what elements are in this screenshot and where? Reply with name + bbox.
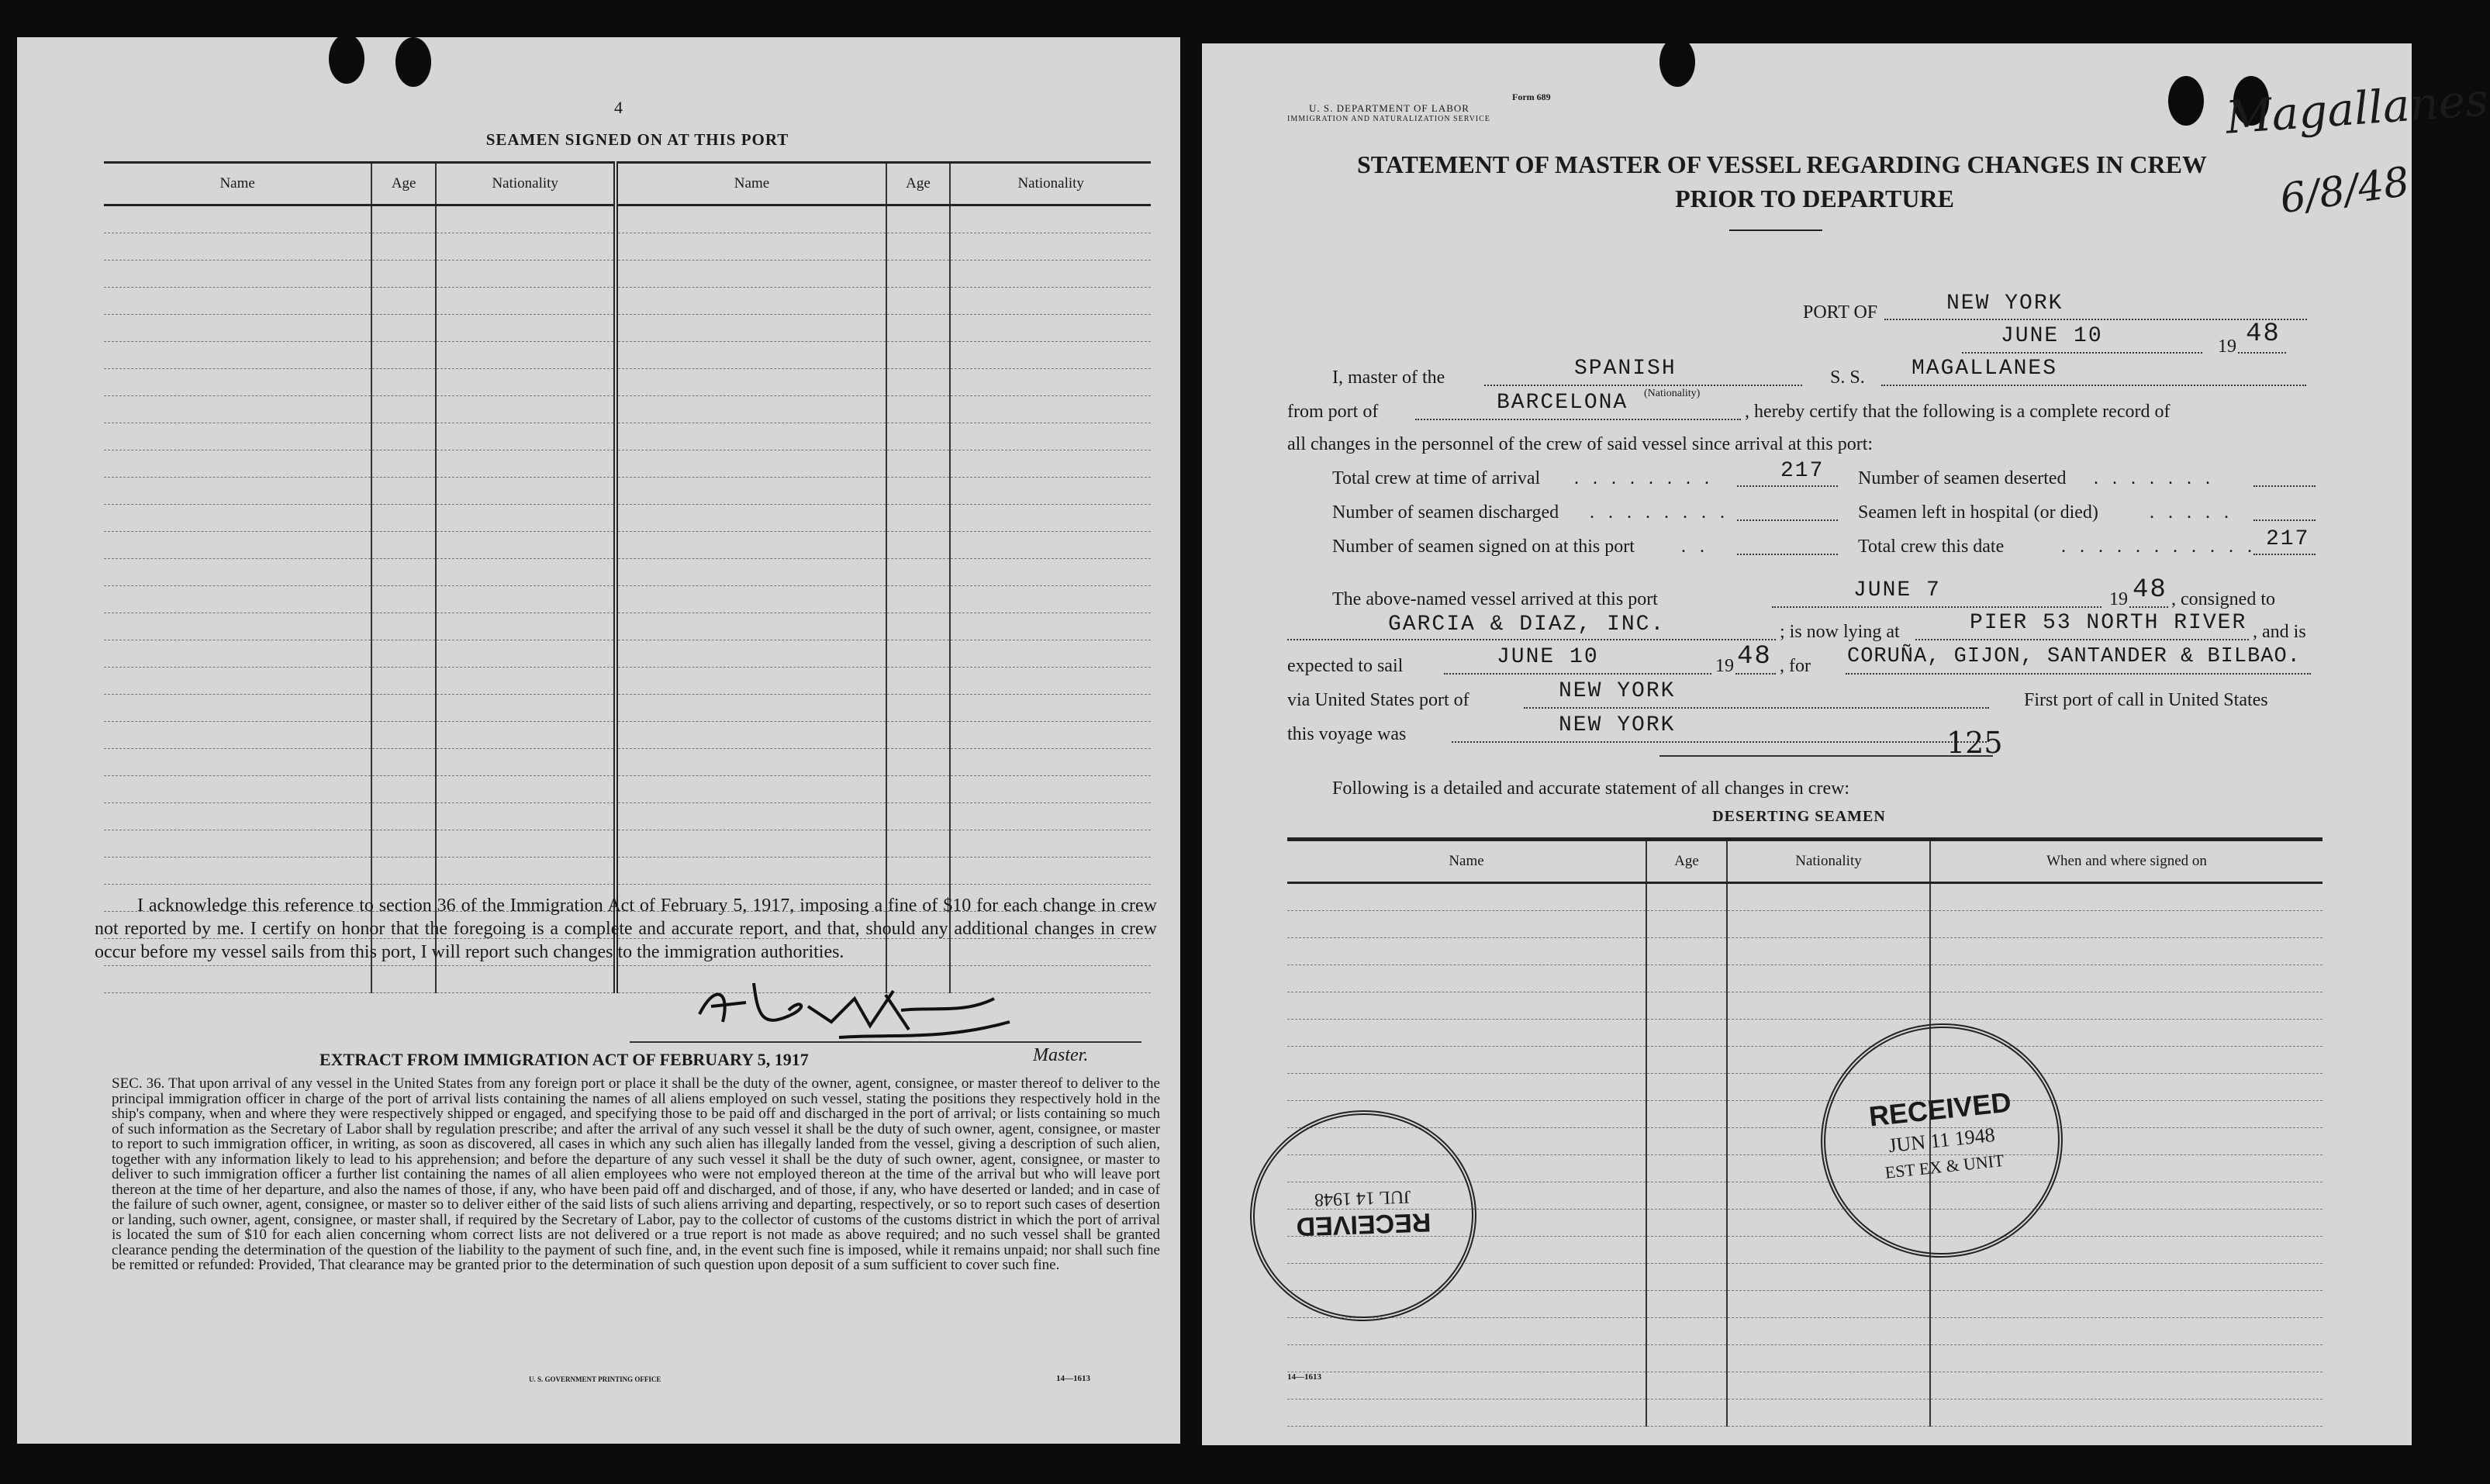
table-row [104, 803, 1151, 830]
consignee-value: GARCIA & DIAZ, INC. [1388, 613, 1666, 637]
lying-label: ; is now lying at [1780, 622, 1900, 642]
page-number: 4 [614, 98, 623, 117]
total-arrival-label: Total crew at time of arrival [1332, 468, 1541, 488]
year-value: 48 [2246, 319, 2281, 349]
punch-hole [1659, 37, 1695, 87]
table-row [1287, 1399, 2323, 1427]
col-name: Name [104, 163, 371, 205]
nationality-value: SPANISH [1574, 357, 1677, 381]
punch-hole [2168, 76, 2204, 126]
and-is-label: , and is [2253, 622, 2306, 642]
table-row [104, 668, 1151, 695]
port-label: PORT OF [1803, 302, 1878, 323]
expected-label: expected to sail [1287, 656, 1404, 676]
table-row [104, 478, 1151, 505]
table-row [104, 640, 1151, 668]
stamp-date: JUN 11 1948 [1887, 1123, 1996, 1158]
handwritten-number: 125 [1946, 726, 2003, 760]
form-code: 14—1613 [1287, 1372, 1321, 1382]
form-title: STATEMENT OF MASTER OF VESSEL REGARDING CHANGES IN CREW [1357, 150, 2207, 178]
following-text: Following is a detailed and accurate statement of all changes in crew: [1332, 778, 1850, 799]
table-row [104, 205, 1151, 233]
stamp-date: JUL 14 1948 [1314, 1185, 1411, 1210]
col-nationality: Nationality [436, 163, 616, 205]
discharged-label: Number of seamen discharged [1332, 502, 1559, 523]
total-date-value: 217 [2266, 527, 2310, 551]
col-nationality: Nationality [950, 163, 1151, 205]
arrived-year-value: 48 [2133, 575, 2167, 605]
department: U. S. DEPARTMENT OF LABOR [1309, 102, 1469, 114]
arrived-year-prefix: 19 [2109, 589, 2128, 609]
table-row [104, 288, 1151, 315]
handwritten-date: 6/8/48 [2277, 158, 2412, 223]
col-name: Name [1287, 840, 1646, 883]
table-row [104, 586, 1151, 613]
total-date-label: Total crew this date [1858, 537, 2005, 557]
sail-year-value: 48 [1737, 642, 1772, 671]
ss-label: S. S. [1830, 368, 1865, 388]
table-row [1287, 1318, 2323, 1345]
table-row [1287, 883, 2323, 911]
extract-text: SEC. 36. That upon arrival of any vessel in the United States from any foreign port or place it shall be the duty of the owner, agent, consignee, or master thereof to deliver to the principal immigration officer in charge of the port of arrival lists containing the names of all aliens employed on such vessel, stating the positions they respectively hold in the ship's company, when and where they were respectively shipped or engaged, and specifying those to be paid off and discharged in the port of arrival; or lists containing so much of such information as the Secretary of Labor shall by regulation prescribe; and after the arrival of any such vessel it shall be the duty of such owner, agent, consignee, or master to report to such immigration officer, in writing, as soon as discovered, all cases in which any such alien has illegally landed from the vessel, giving a description of such alien, together with any information likely to lead to his apprehension; and before the departure of any such vessel it shall be the duty of such owner, agent, consignee, or master to deliver to such immigration officer a further list containing the names of all alien employees who were not employed thereon at the time of the arrival but who will leave port thereon at the time of her departure, and also the names of those, if any, who have been paid off and discharged, and of those, if any, who have deserted or landed; and in case of the failure of such owner, agent, consignee, or master so to deliver either of the said lists of such aliens arriving and departing, respectively, or so to report such cases of desertion or landing, such owner, agent, consignee, or master shall, if required by the Secretary of Labor, pay to the collector of customs of the customs district in which the port of arrival is located the sum of $10 for each alien concerning whom correct lists are not delivered or a true report is not made as above required; and no such vessel shall be granted clearance pending the determination of the question of the liability to the payment of such fine, and, in the event such fine is imposed, while it remains unpaid; nor shall such fine be remitted or refunded: Provided, That clearance may be granted prior to the determination of such question upon deposit of a sum sufficient to cover such fine. [112, 1075, 1160, 1273]
date-value: JUNE 10 [2001, 324, 2103, 348]
arrived-value: JUNE 7 [1853, 578, 1941, 602]
stamp-text: RECEIVED [1867, 1085, 2013, 1133]
from-port-value: BARCELONA [1497, 391, 1628, 415]
punch-hole [395, 37, 431, 87]
vessel-value: MAGALLANES [1912, 357, 2058, 381]
via-label: via United States port of [1287, 690, 1469, 710]
table-row [1287, 1047, 2323, 1074]
table-row [104, 233, 1151, 261]
master-label: I, master of the [1332, 368, 1445, 388]
table-row [104, 613, 1151, 640]
table-row [104, 261, 1151, 288]
table-row [104, 396, 1151, 423]
voyage-value: NEW YORK [1559, 713, 1676, 737]
deserting-seamen-table [1287, 837, 2323, 1427]
handwritten-vessel-name: Magallanes [2224, 73, 2490, 144]
table-row [104, 450, 1151, 478]
col-age: Age [886, 163, 951, 205]
col-when-where: When and where signed on [1930, 840, 2323, 883]
table-row [104, 749, 1151, 776]
col-name: Name [616, 163, 886, 205]
table-row [1287, 1074, 2323, 1101]
right-page: Form 689 U. S. DEPARTMENT OF LABOR IMMIGRATION AND NATURALIZATION SERVICE STATEMENT OF MASTER OF VESSEL REGARDING CHANGES IN CREW PRIOR TO DEPARTURE Magallanes 6/8/48 PORT OF NEW YORK JUNE 10 19 48 I, master of the SPANISH (Nationality) S. S. MAGALLANES from port of BARCELONA , hereby certify that the following is a complete record of all changes in the personnel of the crew of said vessel since arrival at this port: Total crew at time of arrival . . . . . . . . 217 Number of seamen deserted . . . . . . . Number of seamen discharged . . . . . . . . Seamen left in hospital (or died) . . . . . Number of seamen signed on at this port . . Total crew this date . . . . . . . . . . . 217 The above-named vessel arrived at this port JUNE 7 19 48 , consigned to GARCIA & DIAZ, INC. ; is now lying at PIER 53 NORTH RIVER , and is expected to sail JUNE 10 19 48 , for CORUÑA, GIJON, SANTANDER & BILBAO. via United States port of NEW YORK First port of call in United States this voyage was NEW YORK 125 Following is a detailed and accurate statement of all changes in crew: DESERTING SEAMEN Name Age Nationality When and where signed on 14—1613 RECEIVED JUL 14 1948 RECEIVED JUN 11 1948 EST EX & UNIT [1202, 43, 2412, 1445]
arrived-label: The above-named vessel arrived at this port [1332, 589, 1658, 609]
table-row [104, 559, 1151, 586]
total-arrival-value: 217 [1780, 459, 1825, 483]
table-row [104, 423, 1151, 450]
for-label: , for [1780, 656, 1811, 676]
col-age: Age [371, 163, 436, 205]
col-age: Age [1646, 840, 1727, 883]
acknowledgement-text: I acknowledge this reference to section 36 of the Immigration Act of February 5, 1917, imposing a fine of $10 for each change in crew not reported by me. I certify on honor that the foregoing is a complete and accurate report, and that, should any additional changes in crew occur before my vessel sails from this port, I will report such changes to the immigration authorities. [95, 896, 1157, 962]
table-row [104, 776, 1151, 803]
table-row [104, 532, 1151, 559]
stamp-text: RECEIVED [1295, 1206, 1431, 1242]
from-port-label: from port of [1287, 402, 1379, 422]
section-title: SEAMEN SIGNED ON AT THIS PORT [485, 130, 789, 149]
sail-year-prefix: 19 [1715, 656, 1734, 676]
stamp-sub: EST EX & UNIT [1884, 1150, 2005, 1182]
master-signature [684, 968, 1017, 1053]
seamen-signed-table [104, 161, 1151, 993]
table-row [1287, 911, 2323, 938]
table-row [1287, 992, 2323, 1020]
destination-value: CORUÑA, GIJON, SANTANDER & BILBAO. [1847, 645, 2301, 668]
printer-note: U. S. GOVERNMENT PRINTING OFFICE [529, 1375, 661, 1383]
table-row [104, 369, 1151, 396]
certify-text: , hereby certify that the following is a complete record of [1745, 402, 2171, 422]
table-row [104, 722, 1151, 749]
consigned-label: , consigned to [2171, 589, 2275, 609]
punch-hole [329, 34, 364, 84]
table-row [1287, 1101, 2323, 1128]
table-row [1287, 1345, 2323, 1372]
table-row [104, 858, 1151, 885]
year-prefix: 19 [2218, 336, 2236, 357]
hospital-label: Seamen left in hospital (or died) [1858, 502, 2098, 523]
deserted-label: Number of seamen deserted [1858, 468, 2067, 488]
lying-value: PIER 53 NORTH RIVER [1970, 611, 2247, 635]
certify-text-2: all changes in the personnel of the crew of said vessel since arrival at this port: [1287, 434, 1874, 454]
form-subtitle: PRIOR TO DEPARTURE [1675, 185, 1954, 212]
port-value: NEW YORK [1946, 292, 2063, 316]
table-row [1287, 938, 2323, 965]
table-row [104, 342, 1151, 369]
table-row [104, 315, 1151, 342]
left-page [17, 37, 1180, 1444]
table-row [104, 505, 1151, 532]
extract-title: EXTRACT FROM IMMIGRATION ACT OF FEBRUARY 5, 1917 [319, 1050, 809, 1069]
deserting-title: DESERTING SEAMEN [1712, 808, 1886, 825]
table-row [104, 695, 1151, 722]
service: IMMIGRATION AND NATURALIZATION SERVICE [1287, 115, 1490, 123]
via-value: NEW YORK [1559, 679, 1676, 703]
signed-on-label: Number of seamen signed on at this port [1332, 537, 1635, 557]
nationality-caption: (Nationality) [1644, 388, 1701, 399]
table-row [1287, 1020, 2323, 1047]
form-number: Form 689 [1512, 91, 1551, 102]
table-row [104, 830, 1151, 858]
col-nationality: Nationality [1727, 840, 1930, 883]
form-code: 14—1613 [1056, 1374, 1090, 1383]
table-row [1287, 1291, 2323, 1318]
table-row [1287, 965, 2323, 992]
table-row [1287, 1372, 2323, 1399]
signature-label: Master. [1033, 1045, 1089, 1065]
first-port-label: First port of call in United States [2024, 690, 2268, 710]
voyage-label: this voyage was [1287, 724, 1407, 744]
sail-value: JUNE 10 [1497, 645, 1599, 669]
